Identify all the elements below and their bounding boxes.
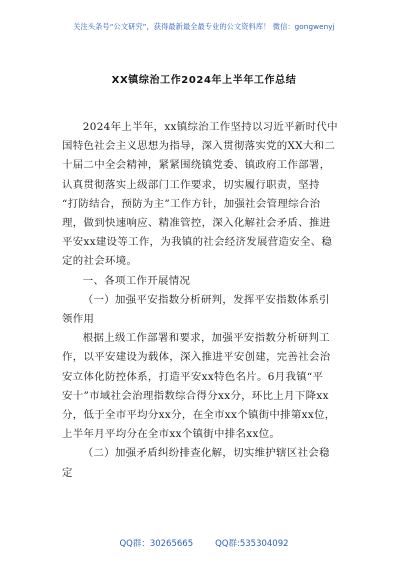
text-line: 认真贯彻落实上级部门工作要求，切实履行职责，坚持 [62, 178, 320, 191]
text-line: （一）加强平安指数分析研判，发挥平安指数体系引 [82, 293, 330, 306]
text-line: 安立体化防控体系，打造平安xx特色名片。6月我镇“平 [62, 370, 324, 383]
text-line: “打防结合，预防为主”工作方针，加强社会管理综合治 [62, 197, 321, 210]
text-line: 定的社会环境。 [62, 255, 138, 268]
text-line: 安十”市域社会治理指数综合得分xx分，环比上月下降xx [62, 389, 329, 402]
text-line: 领作用 [62, 313, 95, 326]
paragraph [62, 329, 354, 444]
text-line: 理，做到快速响应、精准管控，深入化解社会矛盾、推进 [62, 217, 331, 230]
paragraph [62, 118, 354, 272]
header-banner: 关注头条号“公文研究”，获得最新最全最专业的公文资料库！ 微信：gongwenyj [73, 22, 335, 31]
qq-group-2: QQ群:535304092 [215, 539, 289, 549]
footer-contact [0, 537, 408, 549]
document-body [62, 118, 354, 483]
text-line: 根据上级工作部署和要求，加强平安指数分析研判工 [82, 332, 330, 345]
section-heading [62, 272, 354, 291]
text-line: 作，以平安建设为载体，深入推进平安创建，完善社会治 [62, 351, 331, 364]
text-line: 一、各项工作开展情况 [82, 274, 191, 287]
document-title: XX镇综治工作2024年上半年工作总结 [111, 75, 297, 86]
text-line: 定 [62, 466, 73, 479]
subsection-heading [62, 444, 354, 482]
text-line: 国特色社会主义思想为指导，深入贯彻落实党的XX大和二 [62, 140, 336, 153]
text-line: 2024年上半年，xx镇综治工作坚持以习近平新时代中 [82, 121, 338, 133]
text-line: 十届二中全会精神，紧紧围绕镇党委、镇政府工作部署， [62, 159, 331, 172]
subsection-heading [62, 291, 354, 329]
text-line: 分，低于全市平均分xx分，在全市xx个镇街中排第xx位， [62, 409, 336, 422]
text-line: （二）加强矛盾纠纷排查化解，切实维护辖区社会稳 [82, 447, 330, 460]
qq-group-1: QQ群：30265665 [119, 539, 194, 549]
text-line: 上半年月平均分在全市xx个镇街中排名xx位。 [62, 428, 281, 441]
text-line: 平安xx建设等工作，为我镇的社会经济发展营造安全、稳 [62, 236, 333, 249]
